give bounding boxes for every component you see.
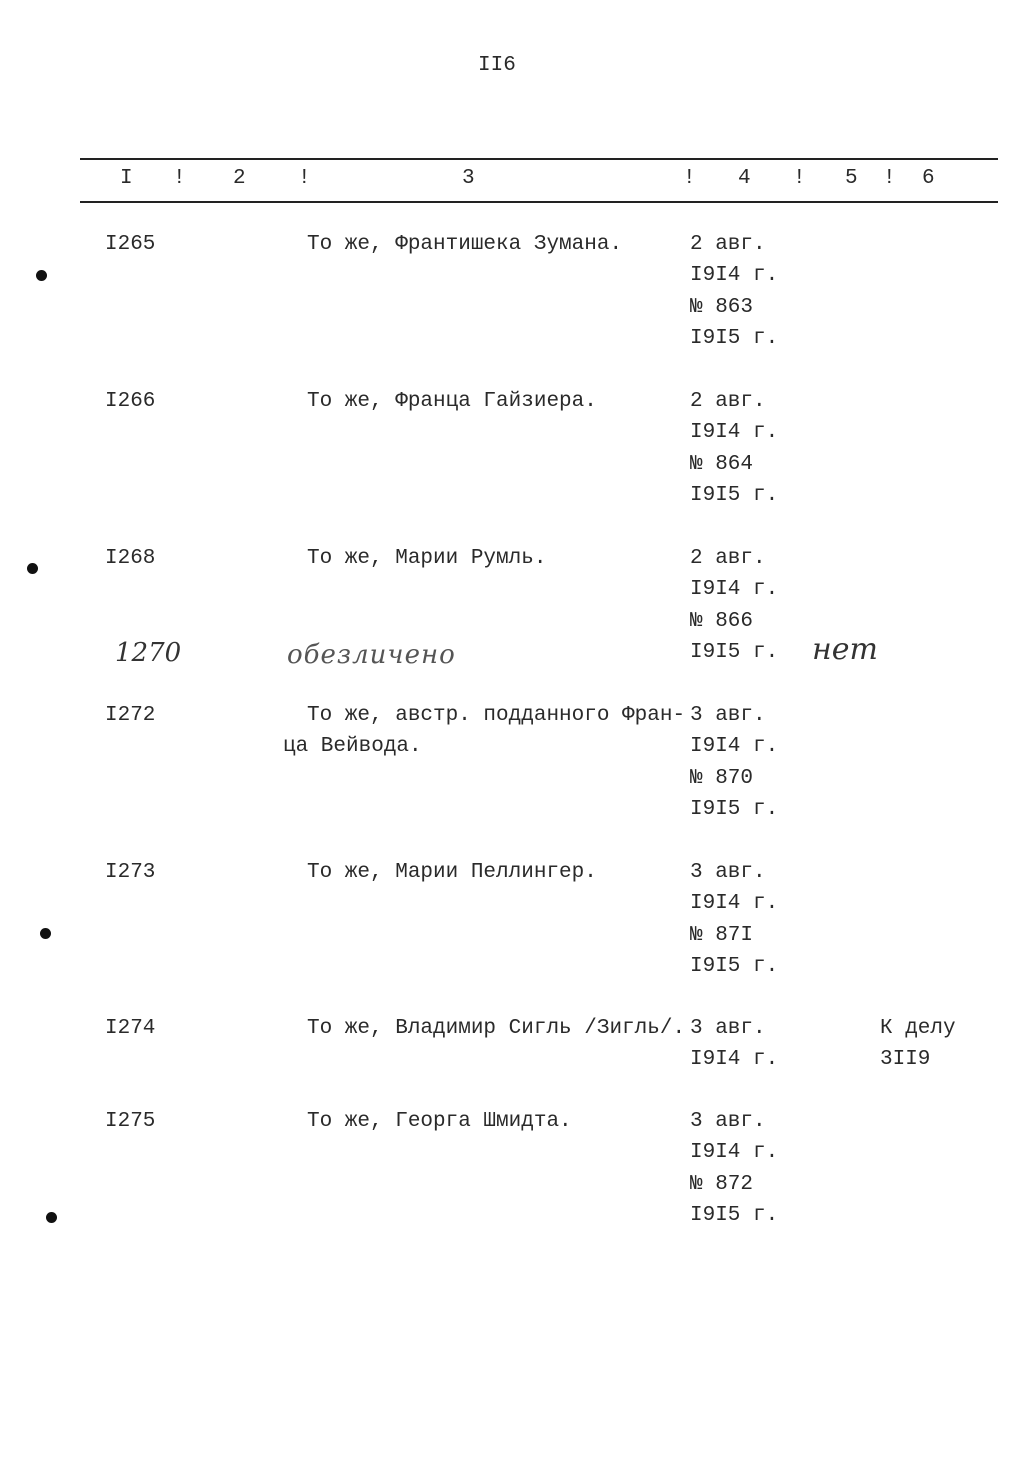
column-header-cell: 2 [233,167,246,190]
entry-date: № 872 [690,1172,754,1196]
entry-description: То же, Георга Шмидта. [307,1110,572,1133]
entry-number: I265 [105,233,156,256]
column-separator: ! [683,167,696,190]
entry-number: I266 [105,390,156,413]
entry-date: I9I5 г. [690,797,779,821]
entry-date: № 87I [690,923,754,947]
entry-date: 3 авг. [690,861,766,884]
column-header-cell: 5 [845,167,858,190]
entry-note: 3II9 [880,1048,931,1072]
entry-description: То же, Владимир Сигль /Зигль/. [307,1017,686,1040]
column-header-cell: 3 [462,167,475,190]
handwritten-number: 1270 [115,638,182,668]
entry-number: I268 [105,547,156,570]
page-number: II6 [478,54,516,77]
handwritten-annotation: обезличено [287,640,456,670]
punch-hole-mark [27,563,38,574]
column-header-cell: 4 [738,167,751,190]
entry-date: I9I4 г. [690,1141,779,1165]
punch-hole-mark [36,270,47,281]
entry-date: 2 авг. [690,547,766,570]
entry-date: № 863 [690,295,754,319]
entry-number: I272 [105,704,156,727]
handwritten-note: нет [812,632,878,667]
punch-hole-mark [46,1212,57,1223]
entry-date: I9I4 г. [690,578,779,602]
entry-date: I9I4 г. [690,892,779,916]
entry-number: I273 [105,861,156,884]
column-separator: ! [793,167,806,190]
entry-date: I9I5 г. [690,954,779,978]
column-header-cell: I [120,167,133,190]
entry-date: I9I5 г. [690,1203,779,1227]
entry-date: I9I4 г. [690,735,779,759]
column-separator: ! [173,167,186,190]
entry-description: То же, австр. подданного Фран- [307,704,686,727]
entry-description: То же, Марии Румль. [307,547,547,570]
entry-description: ца Вейвода. [283,735,422,759]
entry-date: № 870 [690,766,754,790]
column-separator: ! [298,167,311,190]
entry-date: I9I4 г. [690,421,779,445]
entry-date: 3 авг. [690,1110,766,1133]
entry-description: То же, Марии Пеллингер. [307,861,597,884]
entry-note: К делу [880,1017,956,1040]
entry-date: 2 авг. [690,233,766,256]
header-top-rule [80,158,998,160]
entry-number: I275 [105,1110,156,1133]
punch-hole-mark [40,928,51,939]
entry-date: 3 авг. [690,704,766,727]
entry-date: I9I4 г. [690,264,779,288]
entry-number: I274 [105,1017,156,1040]
column-header-cell: 6 [922,167,935,190]
entry-date: 2 авг. [690,390,766,413]
entry-date: I9I5 г. [690,640,779,664]
entry-date: № 864 [690,452,754,476]
entry-date: I9I5 г. [690,326,779,350]
entry-date: I9I4 г. [690,1048,779,1072]
entry-date: 3 авг. [690,1017,766,1040]
entry-description: То же, Франца Гайзиера. [307,390,597,413]
entry-date: № 866 [690,609,754,633]
entry-date: I9I5 г. [690,483,779,507]
header-bottom-rule [80,201,998,203]
entry-description: То же, Франтишека Зумана. [307,233,623,256]
column-separator: ! [883,167,896,190]
